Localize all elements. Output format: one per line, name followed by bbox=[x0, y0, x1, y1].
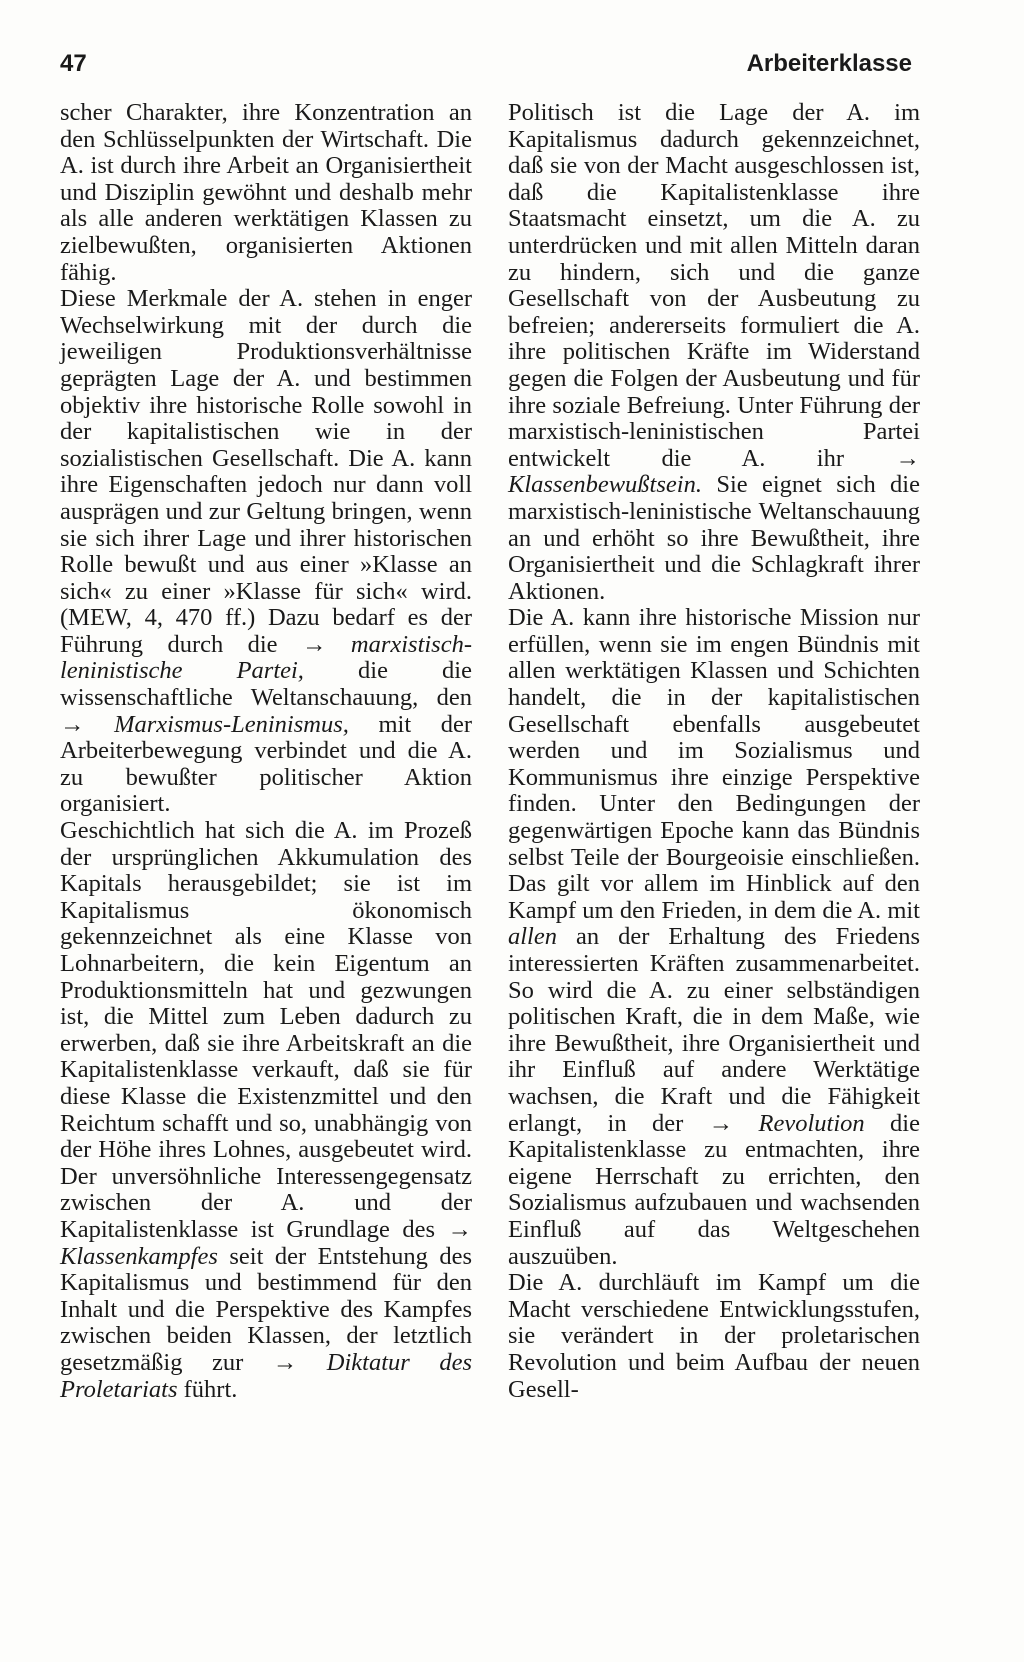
text-run: Sie eignet sich die marxistisch-leninistische Weltanschauung an und erhöht so ihre Bewußtheit, ihre Organisiertheit und die Schlagkraft ihrer Aktionen. bbox=[508, 471, 920, 605]
text-run: an der Erhaltung des Friedens interessierten Kräften zusammenarbeitet. So wird die A. zu einer selbständigen politischen Kraft, die in dem Maße, wie ihre Bewußtheit, ihre Organisiertheit und ihr Einfluß auf andere Werktätige wachsen, die Kraft und die Fähigkeit erlangt, in der → bbox=[508, 923, 920, 1137]
cross-reference: Marxismus-Leninismus, bbox=[114, 710, 349, 738]
cross-reference: Revolution bbox=[758, 1109, 865, 1137]
cross-reference: Diktatur des Proletariats bbox=[60, 1348, 472, 1403]
text-run: die die wissenschaftliche Weltanschauung, den → bbox=[60, 657, 472, 738]
paragraph bbox=[60, 286, 472, 818]
paragraph bbox=[508, 605, 920, 1270]
page-number: 47 bbox=[60, 50, 87, 77]
cross-reference: Klassenkampfes bbox=[60, 1242, 218, 1270]
text-run: Geschichtlich hat sich die A. im Prozeß der ursprünglichen Akkumulation des Kapitals herausgebildet; sie ist im Kapitalismus ökonomisch gekennzeichnet als eine Klasse von Lohnarbeitern, die kein Eigentum an Produktionsmitteln hat und gezwungen ist, die Mittel zum Leben dadurch zu erwerben, daß sie ihre Arbeitskraft an die Kapitalistenklasse verkauft, daß sie für diese Klasse die Existenzmittel und den Reichtum schafft und so, unabhängig von der Höhe ihres Lohnes, ausgebeutet wird. Der unversöhnliche Interessengegensatz zwischen der A. und der Kapitalistenklasse ist Grundlage des → bbox=[60, 817, 472, 1243]
left-column bbox=[60, 100, 472, 1403]
text-run: Politisch ist die Lage der A. im Kapitalismus dadurch gekennzeichnet, daß sie von der Macht ausgeschlossen ist, daß die Kapitalistenklasse ihre Staatsmacht einsetzt, um die A. zu unterdrücken und mit allen Mitteln daran zu hindern, sich und die ganze Gesellschaft von der Ausbeutung zu befreien; andererseits formuliert die A. ihre politischen Kräfte im Widerstand gegen die Folgen der Ausbeutung und für ihre soziale Befreiung. Unter Führung der marxistisch-leninistischen Partei entwickelt die A. ihr → bbox=[508, 99, 920, 472]
text-run: Diese Merkmale der A. stehen in enger Wechselwirkung mit der durch die jeweiligen Produktionsverhältnisse geprägten Lage der A. und bestimmen objektiv ihre historische Rolle sowohl in der kapitalistischen wie in der sozialistischen Gesellschaft. Die A. kann ihre Eigenschaften jedoch nur dann voll ausprägen und zur Geltung bringen, wenn sie sich ihrer Lage und ihrer historischen Rolle bewußt und aus einer »Klasse an sich« zu einer »Klasse für sich« wird. (MEW, 4, 470 ff.) Dazu bedarf es der Führung durch die → bbox=[60, 285, 472, 658]
paragraph bbox=[60, 818, 472, 1403]
text-run: mit der Arbeiterbewegung verbindet und die A. zu bewußter politischer Aktion organisiert. bbox=[60, 710, 472, 818]
text-run: Die A. kann ihre historische Mission nur erfüllen, wenn sie im engen Bündnis mit allen werktätigen Klassen und Schichten handelt, die in der kapitalistischen Gesellschaft ebenfalls ausgebeutet werden und im Sozialismus und Kommunismus ihre einzige Perspektive finden. Unter den Bedingungen der gegenwärtigen Epoche kann das Bündnis selbst Teile der Bourgeoisie einschließen. Das gilt vor allem im Hinblick auf den Kampf um den Frieden, in dem die A. mit bbox=[508, 604, 920, 924]
paragraph bbox=[60, 100, 472, 286]
right-column bbox=[508, 100, 920, 1403]
cross-reference: Klassenbewußtsein. bbox=[508, 471, 702, 499]
cross-reference: allen bbox=[508, 923, 557, 951]
cross-reference: marxistisch-leninistische Partei, bbox=[60, 630, 472, 685]
text-run: scher Charakter, ihre Konzentration an den Schlüsselpunkten der Wirtschaft. Die A. ist durch ihre Arbeit an Organisiertheit und Disziplin gewöhnt und deshalb mehr als alle anderen werktätigen Klassen zu zielbewußten, organisierten Aktionen fähig. bbox=[60, 99, 472, 286]
paragraph bbox=[508, 1270, 920, 1403]
text-run: Die A. durchläuft im Kampf um die Macht verschiedene Entwicklungsstufen, sie verändert in der proletarischen Revolution und beim Aufbau der neuen Gesell- bbox=[508, 1269, 920, 1403]
text-columns bbox=[60, 100, 920, 1403]
paragraph bbox=[508, 100, 920, 605]
page-header bbox=[60, 50, 912, 78]
running-title: Arbeiterklasse bbox=[746, 50, 912, 77]
text-run: führt. bbox=[177, 1375, 238, 1403]
text-run: die Kapitalistenklasse zu entmachten, ihre eigene Herrschaft zu errichten, den Sozialismus aufzubauen und wachsenden Einfluß auf das Weltgeschehen auszuüben. bbox=[508, 1109, 920, 1270]
text-run: seit der Entstehung des Kapitalismus und bestimmend für den Inhalt und die Perspektive des Kampfes zwischen beiden Klassen, der letztlich gesetzmäßig zur → bbox=[60, 1242, 472, 1376]
